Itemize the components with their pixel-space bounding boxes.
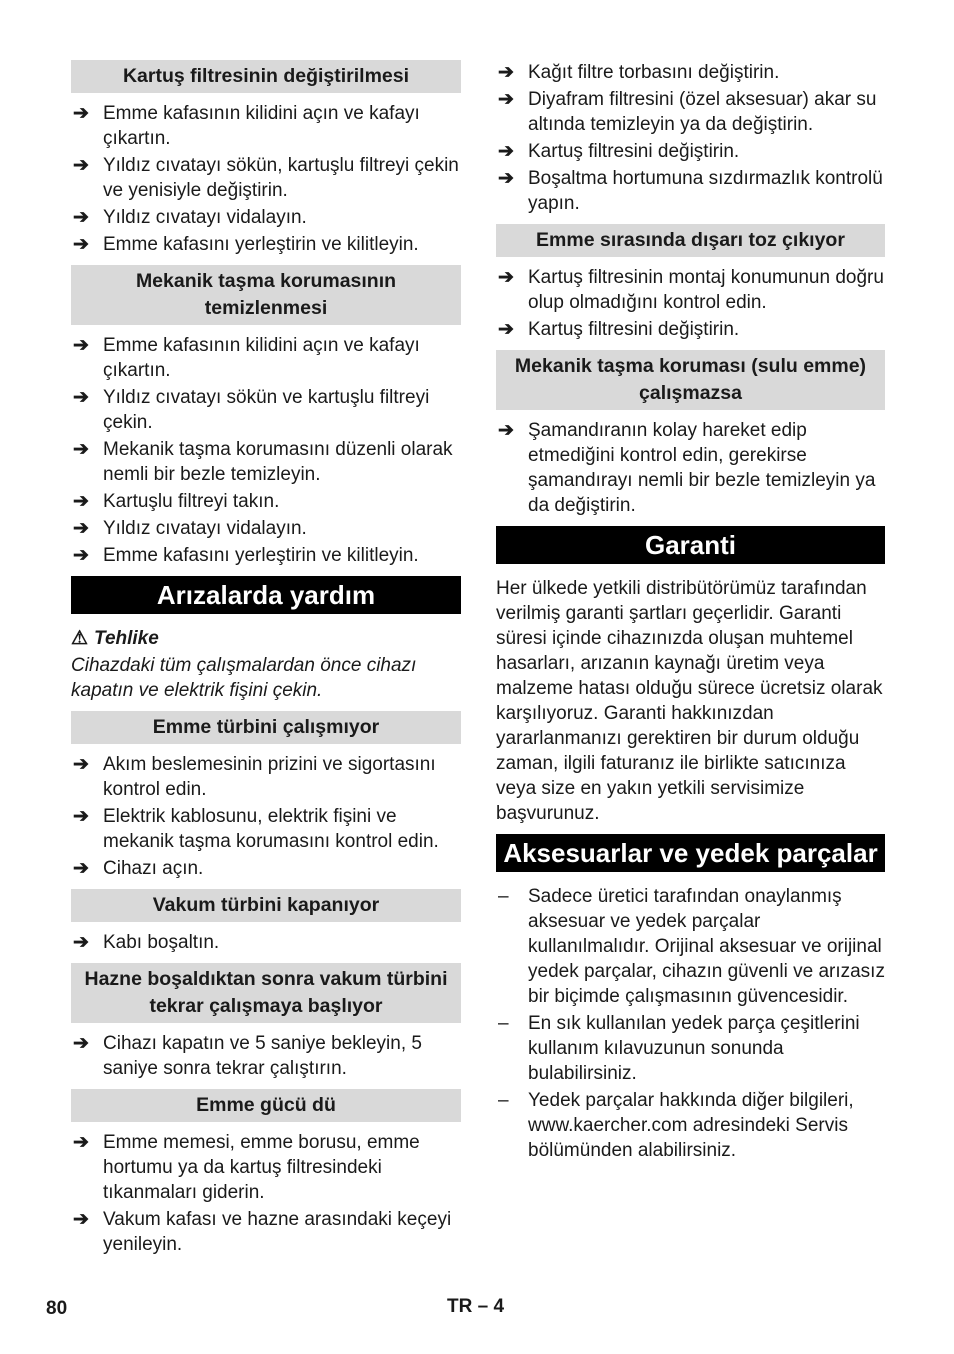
step-item: ➔ Kabı boşaltın. xyxy=(73,932,220,953)
step-list xyxy=(71,101,461,257)
arrow-right-icon: ➔ xyxy=(498,141,514,162)
arrow-right-icon: ➔ xyxy=(498,168,514,189)
arrow-right-icon: ➔ xyxy=(73,335,89,356)
arrow-right-icon: ➔ xyxy=(73,207,89,228)
list-item: – Yedek parçalar hakkında diğer bilgileri, www.kaercher.com adresindeki Servis bölümünden alabilirsiniz. xyxy=(498,1090,854,1161)
right-column xyxy=(496,60,885,1165)
section-heading: Mekanik taşma korumasının temizlenmesi xyxy=(71,265,461,325)
warning-title: ⚠ Tehlike xyxy=(71,628,159,649)
step-item: ➔ Vakum kafası ve hazne arasındaki keçeyi yenileyin. xyxy=(73,1209,452,1255)
step-item: ➔ Kağıt filtre torbasını değiştirin. xyxy=(498,62,780,83)
list-item: – En sık kullanılan yedek parça çeşitlerini kullanım kılavuzunun sonunda bulabilirsiniz. xyxy=(498,1013,860,1084)
section-heading: Mekanik taşma koruması (sulu emme) çalışmazsa xyxy=(496,350,885,410)
step-list xyxy=(71,930,461,955)
arrow-right-icon: ➔ xyxy=(73,858,89,879)
step-item: ➔ Cihazı açın. xyxy=(73,858,204,879)
section-heading: Emme gücü dü xyxy=(71,1089,461,1122)
page-number: 80 xyxy=(46,1298,68,1319)
language-page-label: TR – 4 xyxy=(447,1296,505,1317)
list-item: – Sadece üretici tarafından onaylanmış aksesuar ve yedek parçalar kullanılmalıdır. Orijinal aksesuar ve orijinal yedek parçalar, cihazın güvenli ve arızasız bir biçimde çalışmasının güvencesidir. xyxy=(498,886,885,1007)
step-item: ➔ Yıldız cıvatayı vidalayın. xyxy=(73,207,307,228)
step-item: ➔ Şamandıranın kolay hareket edip etmediğini kontrol edin, gerekirse şamandırayı nemli bir bezle temizleyin ya da değiştirin. xyxy=(498,420,876,516)
step-item: ➔ Emme kafasının kilidini açın ve kafayı çıkartın. xyxy=(73,335,420,381)
dash-bullet: – xyxy=(498,1013,509,1034)
step-list xyxy=(71,752,461,881)
chapter-heading: Garanti xyxy=(496,526,885,564)
section-heading: Hazne boşaldıktan sonra vakum türbini tekrar çalışmaya başlıyor xyxy=(71,963,461,1023)
arrow-right-icon: ➔ xyxy=(73,754,89,775)
arrow-right-icon: ➔ xyxy=(498,89,514,110)
left-column xyxy=(71,60,461,1265)
step-list xyxy=(496,265,885,342)
step-item: ➔ Yıldız cıvatayı sökün ve kartuşlu filtreyi çekin. xyxy=(73,387,430,433)
dash-bullet: – xyxy=(498,886,509,907)
step-item: ➔ Elektrik kablosunu, elektrik fişini ve mekanik taşma korumasını kontrol edin. xyxy=(73,806,439,852)
warning-text: Cihazdaki tüm çalışmalardan önce cihazı kapatın ve elektrik fişini çekin. xyxy=(71,655,417,701)
arrow-right-icon: ➔ xyxy=(498,267,514,288)
warranty-text: Her ülkede yetkili distribütörümüz tarafından verilmiş garanti şartları geçerlidir. Garanti süresi içinde cihazınızda oluşan muhtemel hasarları, arızanın kaynağı üretim veya malzeme hatası olduğu sürece ücretsiz olarak karşılıyoruz. Garanti hakkınızdan yararlanmanızı gerektiren bir durum olduğu zaman, ilgili faturanız ile birlikte satıcınıza veya size en yakın yetkili servisimize başvurunuz. xyxy=(496,578,883,824)
step-item: ➔ Yıldız cıvatayı vidalayın. xyxy=(73,518,307,539)
section-heading: Vakum türbini kapanıyor xyxy=(71,889,461,922)
step-item: ➔ Emme kafasının kilidini açın ve kafayı çıkartın. xyxy=(73,103,420,149)
accessory-list xyxy=(496,884,885,1163)
step-item: ➔ Boşaltma hortumuna sızdırmazlık kontrolü yapın. xyxy=(498,168,883,214)
arrow-right-icon: ➔ xyxy=(73,932,89,953)
step-item: ➔ Diyafram filtresini (özel aksesuar) akar su altında temizleyin ya da değiştirin. xyxy=(498,89,877,135)
arrow-right-icon: ➔ xyxy=(73,806,89,827)
arrow-right-icon: ➔ xyxy=(73,1209,89,1230)
step-item: ➔ Kartuş filtresinin montaj konumunun doğru olup olmadığını kontrol edin. xyxy=(498,267,884,313)
arrow-right-icon: ➔ xyxy=(73,1132,89,1153)
step-item: ➔ Akım beslemesinin prizini ve sigortasını kontrol edin. xyxy=(73,754,436,800)
step-item: ➔ Kartuş filtresini değiştirin. xyxy=(498,141,740,162)
step-item: ➔ Emme kafasını yerleştirin ve kilitleyin. xyxy=(73,234,419,255)
step-item: ➔ Emme memesi, emme borusu, emme hortumu ya da kartuş filtresindeki tıkanmaları giderin. xyxy=(73,1132,420,1203)
arrow-right-icon: ➔ xyxy=(73,387,89,408)
chapter-heading: Aksesuarlar ve yedek parçalar xyxy=(496,834,885,872)
arrow-right-icon: ➔ xyxy=(73,155,89,176)
step-item: ➔ Kartuşlu filtreyi takın. xyxy=(73,491,280,512)
step-list xyxy=(496,60,885,216)
arrow-right-icon: ➔ xyxy=(73,491,89,512)
section-heading: Kartuş filtresinin değiştirilmesi xyxy=(71,60,461,93)
dash-bullet: – xyxy=(498,1090,509,1111)
step-list xyxy=(496,418,885,518)
step-item: ➔ Cihazı kapatın ve 5 saniye bekleyin, 5 saniye sonra tekrar çalıştırın. xyxy=(73,1033,422,1079)
step-item: ➔ Mekanik taşma korumasını düzenli olarak nemli bir bezle temizleyin. xyxy=(73,439,453,485)
arrow-right-icon: ➔ xyxy=(73,103,89,124)
arrow-right-icon: ➔ xyxy=(498,319,514,340)
step-list xyxy=(71,1031,461,1081)
arrow-right-icon: ➔ xyxy=(498,420,514,441)
arrow-right-icon: ➔ xyxy=(73,545,89,566)
warning-triangle-icon: ⚠ xyxy=(71,628,89,649)
arrow-right-icon: ➔ xyxy=(73,518,89,539)
arrow-right-icon: ➔ xyxy=(73,234,89,255)
section-heading: Emme sırasında dışarı toz çıkıyor xyxy=(496,224,885,257)
step-list xyxy=(71,1130,461,1257)
step-item: ➔ Emme kafasını yerleştirin ve kilitleyin. xyxy=(73,545,419,566)
chapter-heading: Arızalarda yardım xyxy=(71,576,461,614)
arrow-right-icon: ➔ xyxy=(498,62,514,83)
step-item: ➔ Yıldız cıvatayı sökün, kartuşlu filtreyi çekin ve yenisiyle değiştirin. xyxy=(73,155,459,201)
arrow-right-icon: ➔ xyxy=(73,1033,89,1054)
step-item: ➔ Kartuş filtresini değiştirin. xyxy=(498,319,740,340)
step-list xyxy=(71,333,461,568)
section-heading: Emme türbini çalışmıyor xyxy=(71,711,461,744)
arrow-right-icon: ➔ xyxy=(73,439,89,460)
